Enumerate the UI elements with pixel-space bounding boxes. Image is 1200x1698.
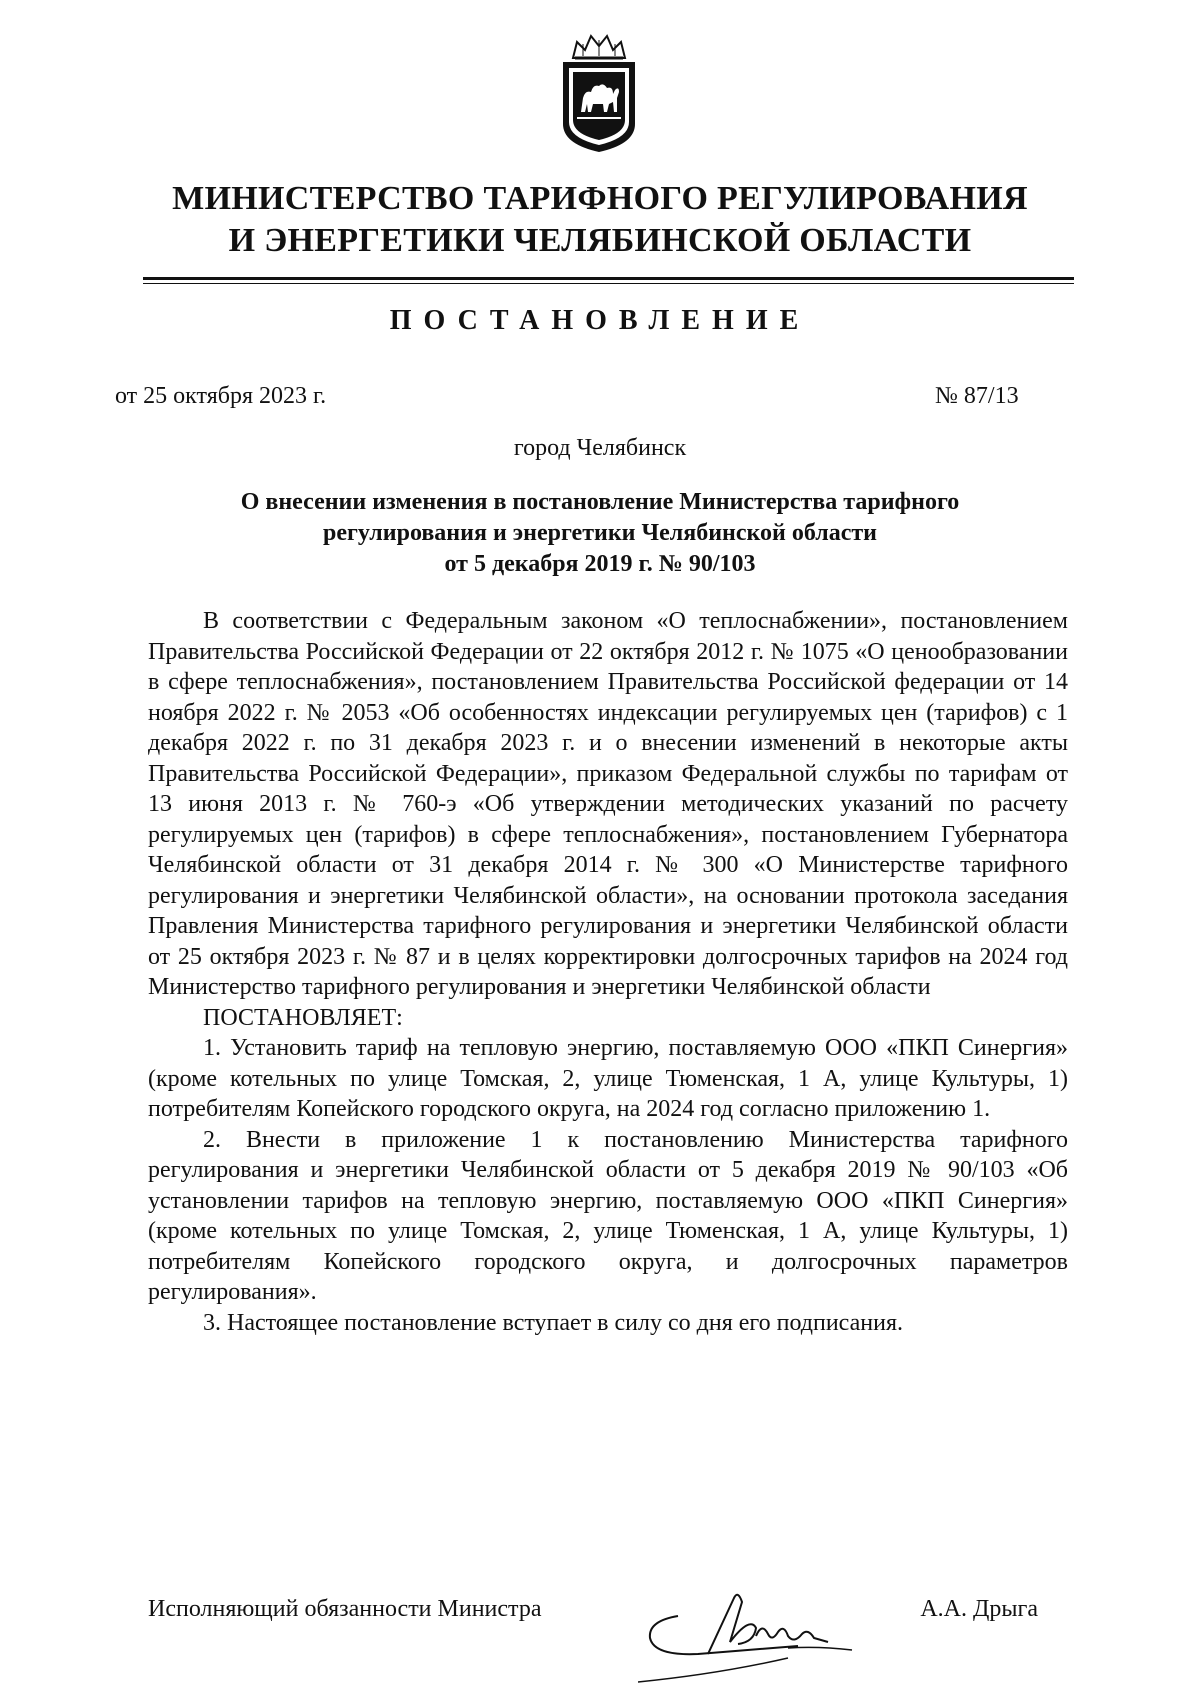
coat-of-arms-icon (553, 28, 645, 156)
document-type: ПОСТАНОВЛЕНИЕ (389, 305, 811, 336)
item-3-paragraph: 3. Настоящее постановление вступает в силу со дня его подписания. (203, 1309, 904, 1336)
item-2-paragraph: 2. Внести в приложение 1 к постановлению Министерства тарифного регулирования и энергетики Челябинской области от 5 декабря 2019 № 90/103 «Об установлении тарифов на тепловую энергию, поставляемую ООО «ПКП Синергия» (кроме котельных по улице Томская, 2, улице Тюменская, 1 А, улице Культуры, 1) потребителям Копейского городского округа, и долгосрочных параметров регулирования». (148, 1126, 1068, 1305)
ministry-title-line1: МИНИСТЕРСТВО ТАРИФНОГО РЕГУЛИРОВАНИЯ (172, 180, 1028, 217)
signer-name: А.А. Дрыга (920, 1596, 1038, 1622)
document-date: от 25 октября 2023 г. (115, 383, 327, 409)
header-divider-thick (143, 277, 1074, 280)
item-1-paragraph: 1. Установить тариф на тепловую энергию, поставляемую ООО «ПКП Синергия» (кроме котельных по улице Томская, 2, улице Тюменская, 1 А, улице Культуры, 1) потребителям Копейского городского округа, на 2024 год согласно приложению 1. (148, 1035, 1068, 1122)
document-body (148, 606, 1068, 1338)
document-city: город Челябинск (513, 435, 687, 461)
signer-title: Исполняющий обязанности Министра (148, 1596, 542, 1622)
ministry-title (0, 178, 1200, 262)
preamble-paragraph: В соответствии с Федеральным законом «О теплоснабжении», постановлением Правительства Российской Федерации от 22 октября 2012 г. № 1075 «О ценообразовании в сфере теплоснабжения», постановлением Правительства Российской федерации от 14 ноября 2022 г. № 2053 «Об особенностях индексации регулируемых цен (тарифов) с 1 декабря 2022 г. по 31 декабря 2023 г. и о внесении изменений в некоторые акты Правительства Российской Федерации», приказом Федеральной службы по тарифам от 13 июня 2013 г. № 760-э «Об утверждении методических указаний по расчету регулируемых цен (тарифов) в сфере теплоснабжения», постановлением Губернатора Челябинской области от 31 декабря 2014 г. № 300 «О Министерстве тарифного регулирования и энергетики Челябинской области», на основании протокола заседания Правления Министерства тарифного регулирования и энергетики Челябинской области от 25 октября 2023 г. № 87 и в целях корректировки долгосрочных тарифов на 2024 год Министерство тарифного регулирования и энергетики Челябинской области (148, 608, 1068, 1000)
subject-line3: от 5 декабря 2019 г. № 90/103 (444, 551, 756, 577)
header-divider-thin (143, 283, 1074, 284)
signature-block (148, 1596, 1068, 1676)
handwritten-signature-icon (638, 1576, 898, 1686)
subject-line2: регулирования и энергетики Челябинской области (323, 520, 877, 546)
subject-line1: О внесении изменения в постановление Министерства тарифного (240, 489, 960, 515)
ministry-title-line2: И ЭНЕРГЕТИКИ ЧЕЛЯБИНСКОЙ ОБЛАСТИ (228, 222, 972, 259)
document-number: № 87/13 (935, 383, 1019, 409)
document-subject (0, 487, 1200, 580)
resolves-heading: ПОСТАНОВЛЯЕТ: (203, 1004, 403, 1031)
